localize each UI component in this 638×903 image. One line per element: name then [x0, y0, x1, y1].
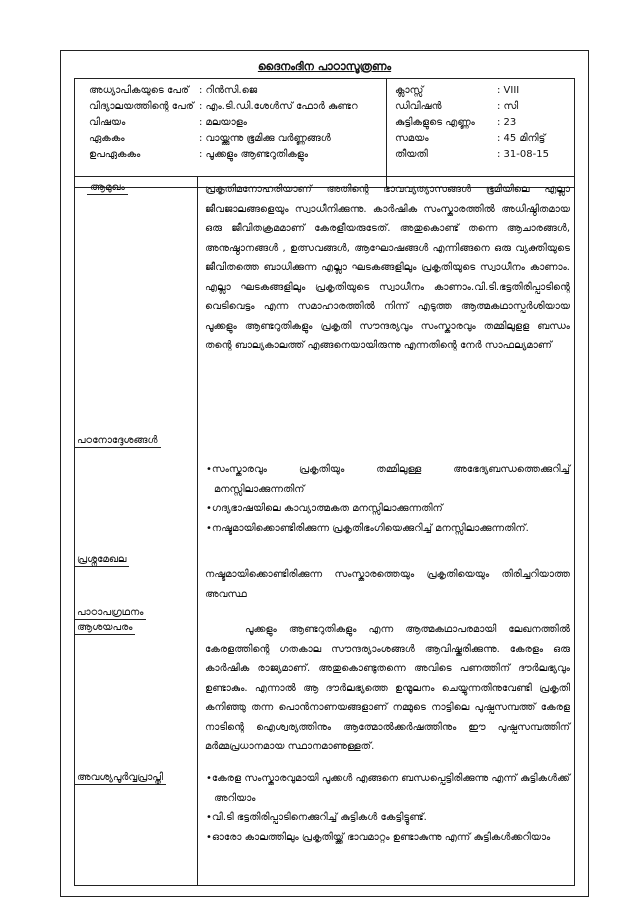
list-item: •കേരള സംസ്കാരവുമായി പൂക്കൾ എങ്ങനെ ബന്ധപ്പെട്ടിരിക്കുന്നു എന്ന് കുട്ടികൾക്ക് അറിയാം	[206, 773, 570, 804]
header-row	[89, 133, 386, 149]
label-prereq: അവശ്യപൂർവ്വപ്രാപ്തി	[74, 772, 166, 785]
prereq-list	[205, 769, 570, 847]
header-box	[74, 78, 575, 188]
field-value: : പൂക്കളും ആണ്ടറുതികളും	[199, 149, 309, 160]
problem-text: നഷ്ടമായിക്കൊണ്ടിരിക്കുന്ന സംസ്കാരത്തെയും പ്രകൃതിയെയും തിരിച്ചറിയാത്ത അവസ്ഥ	[205, 569, 570, 600]
label-problem: പ്രശ്നമേഖല	[74, 554, 129, 567]
field-value: : മലയാളം	[199, 117, 247, 128]
page-frame	[60, 50, 589, 897]
field-label: ക്ലാസ്സ്	[395, 85, 424, 96]
label-theme: പാഠാപഗ്രഥനം	[74, 607, 146, 620]
header-row	[395, 101, 574, 117]
header-row	[89, 101, 386, 117]
field-value: : 31-08-15	[497, 149, 549, 160]
header-row	[89, 117, 386, 133]
label-idea: ആശയപരം	[74, 622, 135, 635]
page-title: ദൈനംദിന പാഠാസൂത്രണം	[257, 60, 392, 73]
field-label: വിദ്യാലയത്തിന്റെ പേര്	[89, 101, 194, 112]
objectives-list	[205, 460, 570, 538]
header-right	[387, 79, 574, 187]
label-objectives: പഠനോദ്ദേശങ്ങൾ	[74, 435, 161, 448]
field-label: ഏകകം	[89, 133, 125, 144]
field-value: : എം.ടി.ഡി.ശേൾസ് ഫോർ കുണ്ടറ	[199, 101, 358, 112]
field-label: സമയം	[395, 133, 429, 144]
field-label: ഉപഏകകം	[89, 149, 141, 160]
field-value: : VIII	[497, 85, 520, 96]
header-row	[395, 117, 574, 133]
header-row	[395, 85, 574, 101]
header-row	[89, 85, 386, 101]
field-label: തീയതി	[395, 149, 428, 160]
intro-text: പ്രകൃതിമനോഹരിയാണ് അതിന്റെ ഭാവവ്യത്യാസങ്ങൾ ഭൂമിയിലെ എല്ലാ ജീവജാലങ്ങളെയും സ്വാധീനിക്കുന്നു. കാർഷിക സംസ്കാരത്തിൽ അധിഷ്ഠിതമായ ഒരു ജീവിതക്രമമാണ് കേരളീയരുടേത്. അതുകൊണ്ട് തന്നെ ആചാരങ്ങൾ, അനുഷ്ഠാനങ്ങൾ , ഉത്സവങ്ങൾ, ആഘോഷങ്ങൾ എന്നിങ്ങനെ ഒരു വ്യക്തിയുടെ ജീവിതത്തെ ബാധിക്കുന്ന എല്ലാ ഘടകങ്ങളിലും പ്രകൃതിയുടെ സ്വാധീനം കാണാം. എല്ലാ ഘടകങ്ങളിലും പ്രകൃതിയുടെ സ്വാധീനം കാണാം.വി.ടി.ഭട്ടതിരിപ്പാടിന്റെ വെടിവെട്ടം എന്ന സമാഹാരത്തിൽ നിന്ന് എടുത്ത ആത്മകഥാസ്പർശിയായ പൂക്കളും ആണ്ടറുതികളും പ്രകൃതി സൗന്ദര്യവും സംസ്കാരവും തമ്മിലുളള ബന്ധം തന്റെ ബാല്യകാലത്ത് എങ്ങനെയായിരുന്നു എന്നതിന്റെ നേർ സാഫല്യമാണ്	[205, 184, 570, 351]
field-value: : സി	[497, 101, 519, 112]
idea-text: പൂക്കളും ആണ്ടറുതികളും എന്ന ആത്മകഥാപരമായി ലേഖനത്തിൽ കേരളത്തിന്റെ ഗതകാല സൗന്ദര്യാംശങ്ങൾ ആവിഷ്കരിക്കുന്നു. കേരളം ഒരു കാർഷിക രാജ്യമാണ്. അതുകൊണ്ടുതന്നെ അവിടെ പണത്തിന് ദൗർലഭ്യവും ഉണ്ടാകും. എന്നാൽ ആ ദൗർലഭ്യത്തെ ഉന്മൂലനം ചെയ്യുന്നതിനുവേണ്ടി പ്രകൃതി കനിഞ്ഞു തന്ന പൊൻനാണയങ്ങളാണ് നമ്മുടെ നാട്ടിലെ പുഷ്പസമ്പത്ത് കേരള നാടിന്റെ ഐശ്വര്യത്തിനും ആത്മോൽക്കർഷത്തിനും ഈ പുഷ്പസമ്പത്തിന് മർമ്മപ്രധാനമായ സ്ഥാനമാണുള്ളത്.	[205, 624, 570, 752]
field-label: ഡിവിഷൻ	[395, 101, 442, 112]
plan-table	[74, 176, 575, 886]
list-item: •നഷ്ടമായിക്കൊണ്ടിരിക്കുന്ന പ്രകൃതിഭംഗിയെക്കുറിച്ച് മനസ്സിലാക്കുന്നതിന്.	[206, 522, 529, 534]
header-row	[395, 133, 574, 149]
field-label: അധ്യാപികയുടെ പേര്	[89, 85, 189, 96]
list-item: •വി.ടി ഭട്ടതിരിപ്പാടിനെക്കുറിച്ച് കുട്ടികൾ കേട്ടിട്ടുണ്ട്.	[206, 812, 427, 823]
label-intro: ആമുഖം	[87, 182, 128, 195]
field-value: : റിൻസി.ജെ	[199, 85, 258, 96]
header-row	[395, 149, 574, 165]
header-left	[75, 79, 387, 187]
list-item: •സംസ്കാരവും പ്രകൃതിയും തമ്മിലുള്ള അഭേദ്യബന്ധത്തെക്കുറിച്ച് മനസ്സിലാക്കുന്നതിന്	[206, 464, 570, 495]
header-row	[89, 149, 386, 165]
field-value: : 23	[497, 117, 517, 128]
field-label: വിഷയം	[89, 117, 126, 128]
field-label: കുട്ടികളുടെ എണ്ണം	[395, 117, 475, 128]
field-value: : വായ്ക്കുന്നു ഭൂമിക്കു വർണ്ണങ്ങൾ	[199, 133, 331, 144]
field-value: : 45 മിനിട്ട്	[497, 133, 546, 144]
list-item: •ഓരോ കാലത്തിലും പ്രകൃതിയ്ക്ക് ഭാവമാറ്റം ഉണ്ടാകുന്നു എന്ന് കുട്ടികൾക്കറിയാം	[206, 831, 551, 843]
list-item: •ഗദ്യഭാഷയിലെ കാവ്യാത്മകത മനസ്സിലാക്കുന്നതിന്	[206, 503, 443, 514]
column-divider	[197, 177, 198, 885]
